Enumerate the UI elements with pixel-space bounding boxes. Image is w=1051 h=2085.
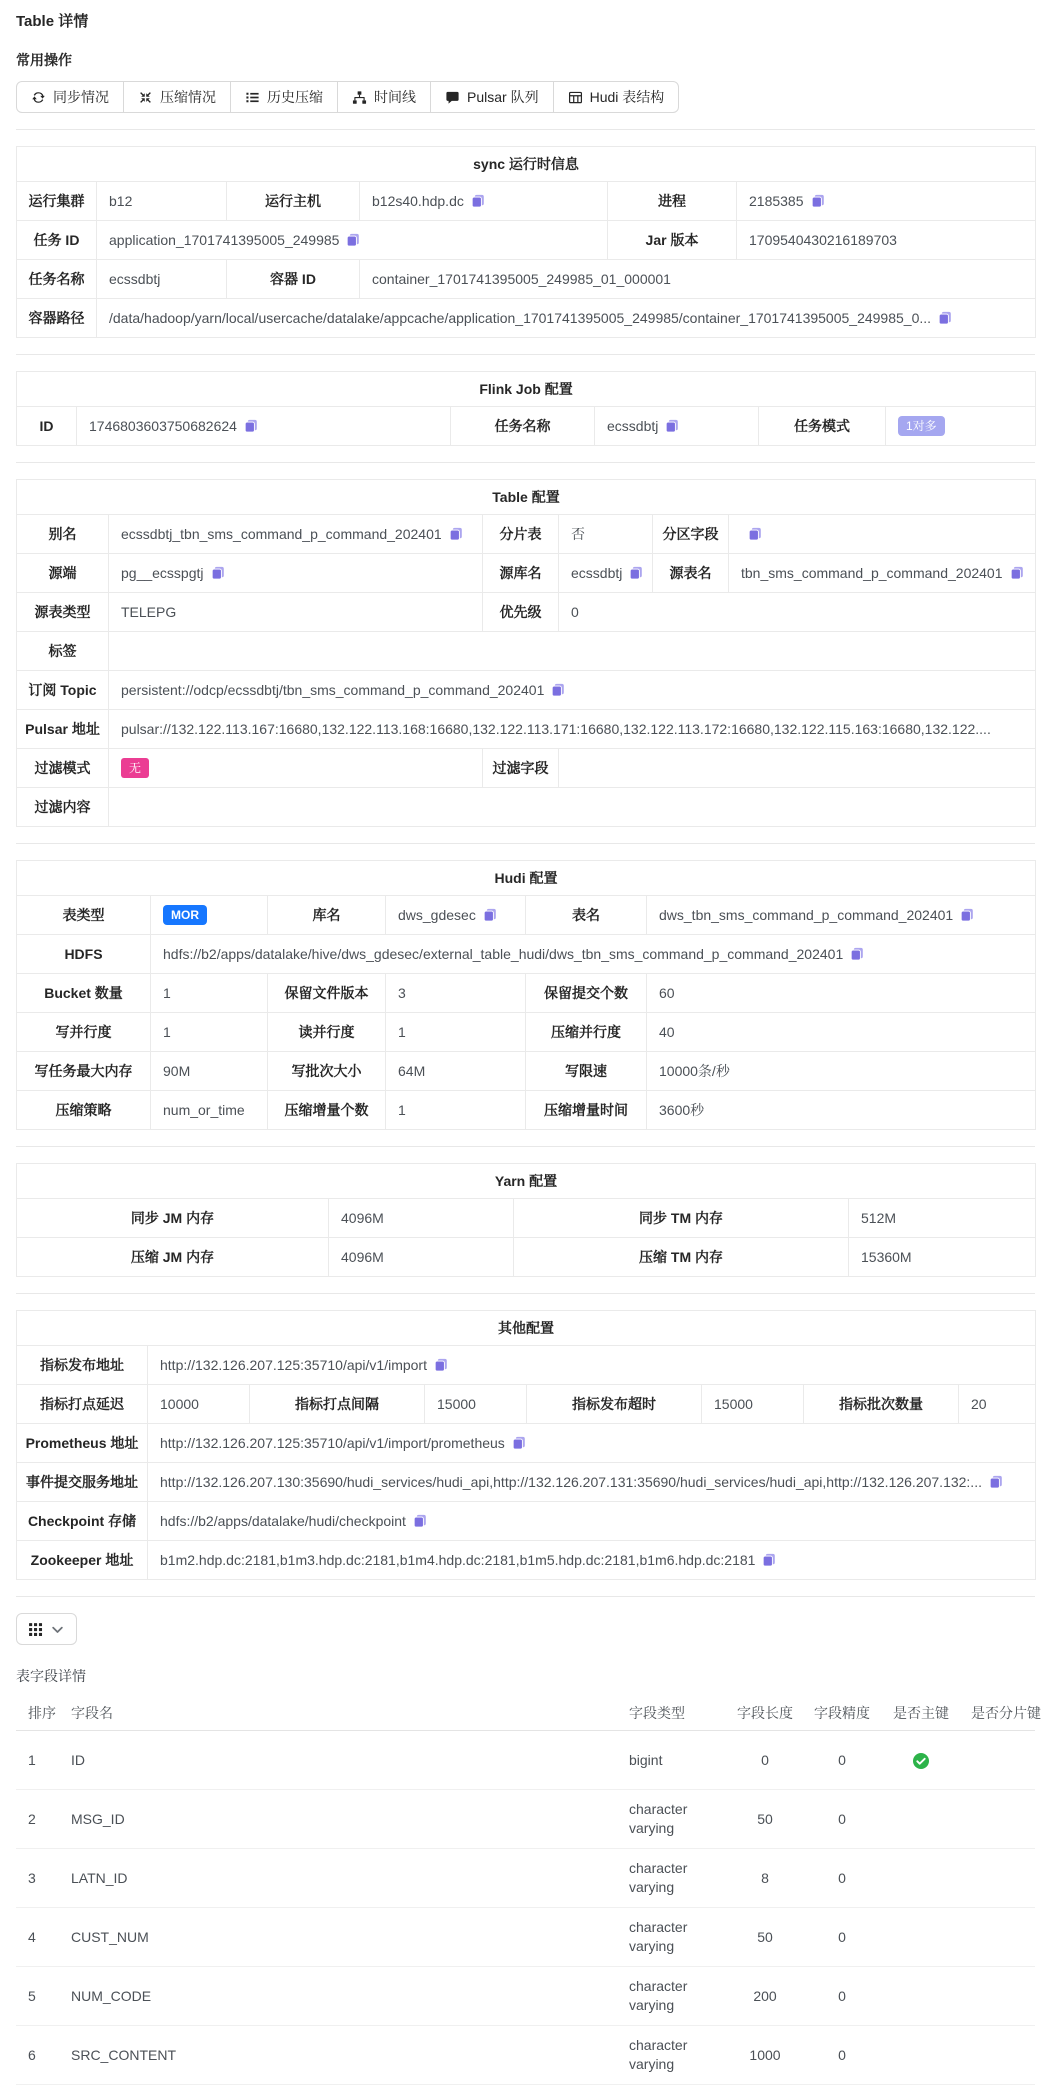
value-cell — [559, 749, 1036, 788]
value-cell: TELEPG — [109, 593, 483, 632]
label-cell: 分片表 — [483, 515, 559, 554]
value-cell: 512M — [849, 1199, 1036, 1238]
copy-icon[interactable] — [551, 683, 565, 697]
config-row — [17, 1052, 1036, 1091]
table-row — [16, 1849, 1035, 1908]
config-row — [17, 710, 1036, 749]
value-cell: 90M — [151, 1052, 268, 1091]
label-cell: 源库名 — [483, 554, 559, 593]
label-cell: 标签 — [17, 632, 109, 671]
value-cell: ecssdbtj — [595, 407, 759, 446]
label-cell: 表类型 — [17, 896, 151, 935]
label-cell: 容器路径 — [17, 299, 97, 338]
sync-runtime-info-table — [16, 146, 1036, 338]
config-row — [17, 788, 1036, 827]
value-cell: 2185385 — [737, 182, 1036, 221]
fields-section-title: 表字段详情 — [16, 1668, 86, 1684]
primary-key-check-icon — [912, 1752, 930, 1770]
value-cell: 1 — [151, 974, 268, 1013]
label-cell: 压缩并行度 — [526, 1013, 647, 1052]
copy-icon[interactable] — [483, 908, 497, 922]
yarn-config-table — [16, 1163, 1036, 1277]
history-compaction-button[interactable] — [230, 81, 338, 113]
field-length: 200 — [727, 1967, 803, 2026]
field-is-primary-key — [881, 1790, 961, 1849]
label-cell: 分区字段 — [653, 515, 729, 554]
timeline-icon — [352, 90, 367, 105]
value-cell — [886, 407, 1036, 446]
comment-icon — [445, 90, 460, 105]
label-cell: 容器 ID — [227, 260, 360, 299]
column-header: 字段类型 — [619, 1696, 727, 1731]
toolbar-button-label: Pulsar 队列 — [467, 89, 539, 105]
value-cell — [109, 632, 1036, 671]
config-sections — [16, 129, 1035, 1597]
config-row — [17, 515, 1036, 554]
copy-icon[interactable] — [748, 527, 762, 541]
field-is-primary-key — [881, 1967, 961, 2026]
label-cell: 源表类型 — [17, 593, 109, 632]
divider — [16, 1146, 1035, 1147]
config-row — [17, 407, 1036, 446]
section-title: Yarn 配置 — [17, 1164, 1036, 1199]
label-cell: 压缩增量个数 — [268, 1091, 386, 1130]
label-cell: Pulsar 地址 — [17, 710, 109, 749]
value-cell — [151, 896, 268, 935]
label-cell: 写并行度 — [17, 1013, 151, 1052]
field-is-primary-key — [881, 2026, 961, 2085]
value-cell: hdfs://b2/apps/datalake/hudi/checkpoint — [148, 1502, 1036, 1541]
label-cell: 优先级 — [483, 593, 559, 632]
field-order: 1 — [16, 1731, 61, 1790]
field-type: character varying — [619, 1908, 727, 1967]
value-cell: 1709540430216189703 — [737, 221, 1036, 260]
value-cell: 1 — [386, 1013, 526, 1052]
value-cell: 1 — [386, 1091, 526, 1130]
value-cell: b12 — [97, 182, 227, 221]
config-row — [17, 671, 1036, 710]
config-row — [17, 1463, 1036, 1502]
indigo-badge: 1对多 — [898, 416, 945, 436]
pink-badge: 无 — [121, 758, 149, 778]
label-cell: HDFS — [17, 935, 151, 974]
label-cell: 别名 — [17, 515, 109, 554]
copy-icon[interactable] — [989, 1475, 1003, 1489]
label-cell: 压缩 TM 内存 — [514, 1238, 849, 1277]
label-cell: 指标发布超时 — [527, 1385, 702, 1424]
config-row — [17, 1013, 1036, 1052]
blue-badge: MOR — [163, 905, 207, 925]
column-header: 字段长度 — [727, 1696, 803, 1731]
config-row — [17, 1541, 1036, 1580]
copy-icon[interactable] — [850, 947, 864, 961]
copy-icon[interactable] — [811, 194, 825, 208]
value-cell: num_or_time — [151, 1091, 268, 1130]
copy-icon[interactable] — [960, 908, 974, 922]
field-is-shard-key — [961, 1790, 1035, 1849]
section-title: Hudi 配置 — [17, 861, 1036, 896]
sync-icon — [31, 90, 46, 105]
toolbar-button-label: 压缩情况 — [160, 89, 216, 105]
toolbar-button-label: Hudi 表结构 — [589, 89, 665, 105]
config-row — [17, 1346, 1036, 1385]
label-cell: 过滤模式 — [17, 749, 109, 788]
copy-icon[interactable] — [211, 566, 225, 580]
field-is-primary-key — [881, 1849, 961, 1908]
value-cell: 否 — [559, 515, 653, 554]
value-cell: application_1701741395005_249985 — [97, 221, 608, 260]
value-cell: ecssdbtj_tbn_sms_command_p_command_202401 — [109, 515, 483, 554]
pulsar-queue-button[interactable] — [430, 81, 554, 113]
value-cell: 0 — [559, 593, 1036, 632]
label-cell: 指标批次数量 — [804, 1385, 959, 1424]
value-cell: 1 — [151, 1013, 268, 1052]
field-is-shard-key — [961, 1731, 1035, 1790]
sync-status-button[interactable] — [16, 81, 124, 113]
hudi-table-schema-button[interactable] — [553, 81, 680, 113]
field-length: 50 — [727, 1908, 803, 1967]
config-row — [17, 935, 1036, 974]
compress-icon — [138, 90, 153, 105]
value-cell: tbn_sms_command_p_command_202401 — [729, 554, 1036, 593]
config-row — [17, 896, 1036, 935]
label-cell: 运行主机 — [227, 182, 360, 221]
config-row — [17, 1385, 1036, 1424]
other-config-table — [16, 1310, 1036, 1580]
label-cell: 写批次大小 — [268, 1052, 386, 1091]
label-cell: 源表名 — [653, 554, 729, 593]
label-cell: 任务模式 — [759, 407, 886, 446]
section-title: 其他配置 — [17, 1311, 1036, 1346]
config-row — [17, 593, 1036, 632]
label-cell: 订阅 Topic — [17, 671, 109, 710]
divider — [16, 129, 1035, 130]
field-order: 3 — [16, 1849, 61, 1908]
label-cell: 指标打点延迟 — [17, 1385, 148, 1424]
field-is-shard-key — [961, 1849, 1035, 1908]
field-name: SRC_CONTENT — [61, 2026, 619, 2085]
timeline-button[interactable] — [337, 81, 431, 113]
value-cell: 3 — [386, 974, 526, 1013]
section-title: Flink Job 配置 — [17, 372, 1036, 407]
label-cell: 运行集群 — [17, 182, 97, 221]
fields-toolbar — [16, 1613, 1035, 1645]
value-cell: http://132.126.207.125:35710/api/v1/import — [148, 1346, 1036, 1385]
list-icon — [245, 90, 260, 105]
field-name: CUST_NUM — [61, 1908, 619, 1967]
column-header: 字段名 — [61, 1696, 619, 1731]
toolbar-button-label: 时间线 — [374, 89, 416, 105]
config-row — [17, 632, 1036, 671]
value-cell: 4096M — [329, 1238, 514, 1277]
field-is-shard-key — [961, 2026, 1035, 2085]
field-precision: 0 — [803, 1731, 881, 1790]
config-row — [17, 299, 1036, 338]
label-cell: 压缩 JM 内存 — [17, 1238, 329, 1277]
value-cell: pg__ecsspgtj — [109, 554, 483, 593]
label-cell: 过滤内容 — [17, 788, 109, 827]
field-name: MSG_ID — [61, 1790, 619, 1849]
copy-icon[interactable] — [449, 527, 463, 541]
field-detail-table — [16, 1696, 1041, 2085]
value-cell: 1746803603750682624 — [77, 407, 451, 446]
label-cell: 压缩策略 — [17, 1091, 151, 1130]
label-cell: 过滤字段 — [483, 749, 559, 788]
value-cell: dws_tbn_sms_command_p_command_202401 — [647, 896, 1036, 935]
value-cell: 40 — [647, 1013, 1036, 1052]
divider — [16, 462, 1035, 463]
field-type: character varying — [619, 1967, 727, 2026]
value-cell: 60 — [647, 974, 1036, 1013]
field-type: bigint — [619, 1731, 727, 1790]
config-row — [17, 974, 1036, 1013]
value-cell — [729, 515, 1036, 554]
page-title: Table 详情 — [16, 13, 89, 30]
value-cell: 15000 — [425, 1385, 527, 1424]
config-row — [17, 1424, 1036, 1463]
label-cell: 源端 — [17, 554, 109, 593]
value-cell: pulsar://132.122.113.167:16680,132.122.113.168:16680,132.122.113.171:16680,132.122.113.172:16680,132.122.115.163:16680,132.122.... — [109, 710, 1036, 749]
config-row — [17, 554, 1036, 593]
copy-icon[interactable] — [762, 1553, 776, 1567]
value-cell: 20 — [959, 1385, 1036, 1424]
field-precision: 0 — [803, 1967, 881, 2026]
copy-icon[interactable] — [665, 419, 679, 433]
value-cell: persistent://odcp/ecssdbtj/tbn_sms_command_p_command_202401 — [109, 671, 1036, 710]
section-title: Table 配置 — [17, 480, 1036, 515]
label-cell: ID — [17, 407, 77, 446]
grid-icon — [28, 1622, 43, 1637]
field-length: 8 — [727, 1849, 803, 1908]
field-length: 0 — [727, 1731, 803, 1790]
copy-icon[interactable] — [434, 1358, 448, 1372]
divider — [16, 1596, 1035, 1597]
label-cell: 保留提交个数 — [526, 974, 647, 1013]
label-cell: 进程 — [608, 182, 737, 221]
label-cell: Bucket 数量 — [17, 974, 151, 1013]
label-cell: 写任务最大内存 — [17, 1052, 151, 1091]
field-is-primary-key — [881, 1731, 961, 1790]
column-header: 是否主键 — [881, 1696, 961, 1731]
value-cell: http://132.126.207.130:35690/hudi_services/hudi_api,http://132.126.207.131:35690/hudi_services/hudi_api,http://132.126.207.132:... — [148, 1463, 1036, 1502]
value-cell: 4096M — [329, 1199, 514, 1238]
field-order: 5 — [16, 1967, 61, 2026]
copy-icon[interactable] — [512, 1436, 526, 1450]
table-icon — [568, 90, 583, 105]
toolbar-button-label: 历史压缩 — [267, 89, 323, 105]
config-row — [17, 1091, 1036, 1130]
label-cell: 压缩增量时间 — [526, 1091, 647, 1130]
field-order: 2 — [16, 1790, 61, 1849]
divider — [16, 843, 1035, 844]
column-header: 字段精度 — [803, 1696, 881, 1731]
config-row — [17, 1502, 1036, 1541]
table-row — [16, 1731, 1035, 1790]
copy-icon[interactable] — [1010, 566, 1024, 580]
table-row — [16, 1908, 1035, 1967]
label-cell: 指标发布地址 — [17, 1346, 148, 1385]
value-cell: 15360M — [849, 1238, 1036, 1277]
field-length: 50 — [727, 1790, 803, 1849]
common-actions-toolbar — [16, 81, 679, 113]
field-length: 1000 — [727, 2026, 803, 2085]
label-cell: Checkpoint 存储 — [17, 1502, 148, 1541]
label-cell: 任务名称 — [17, 260, 97, 299]
config-row — [17, 221, 1036, 260]
column-header: 排序 — [16, 1696, 61, 1731]
column-header: 是否分片键 — [961, 1696, 1035, 1731]
label-cell: 事件提交服务地址 — [17, 1463, 148, 1502]
value-cell: 64M — [386, 1052, 526, 1091]
label-cell: 同步 TM 内存 — [514, 1199, 849, 1238]
value-cell: ecssdbtj — [559, 554, 653, 593]
value-cell: 10000 — [148, 1385, 250, 1424]
label-cell: Zookeeper 地址 — [17, 1541, 148, 1580]
field-is-shard-key — [961, 1908, 1035, 1967]
table-row — [16, 1790, 1035, 1849]
value-cell: b12s40.hdp.dc — [360, 182, 608, 221]
compaction-status-button[interactable] — [123, 81, 231, 113]
field-name: LATN_ID — [61, 1849, 619, 1908]
value-cell: 3600秒 — [647, 1091, 1036, 1130]
config-row — [17, 1199, 1036, 1238]
chevron-down-icon — [50, 1622, 65, 1637]
label-cell: 读并行度 — [268, 1013, 386, 1052]
config-row — [17, 260, 1036, 299]
label-cell: 同步 JM 内存 — [17, 1199, 329, 1238]
field-is-primary-key — [881, 1908, 961, 1967]
field-is-shard-key — [961, 1967, 1035, 2026]
label-cell: 表名 — [526, 896, 647, 935]
copy-icon[interactable] — [244, 419, 258, 433]
field-precision: 0 — [803, 1849, 881, 1908]
config-row — [17, 182, 1036, 221]
table-row — [16, 2026, 1035, 2085]
field-type: character varying — [619, 2026, 727, 2085]
value-cell: 10000条/秒 — [647, 1052, 1036, 1091]
label-cell: 写限速 — [526, 1052, 647, 1091]
value-cell: 15000 — [702, 1385, 804, 1424]
config-row — [17, 1238, 1036, 1277]
field-table-header-row — [16, 1696, 1035, 1731]
field-order: 6 — [16, 2026, 61, 2085]
copy-icon[interactable] — [346, 233, 360, 247]
field-precision: 0 — [803, 2026, 881, 2085]
table-config-table — [16, 479, 1036, 827]
actions-heading: 常用操作 — [16, 52, 72, 68]
value-cell: b1m2.hdp.dc:2181,b1m3.hdp.dc:2181,b1m4.hdp.dc:2181,b1m5.hdp.dc:2181,b1m6.hdp.dc:2181 — [148, 1541, 1036, 1580]
copy-icon[interactable] — [629, 566, 643, 580]
field-type: character varying — [619, 1790, 727, 1849]
field-name: NUM_CODE — [61, 1967, 619, 2026]
value-cell — [109, 788, 1036, 827]
fields-view-dropdown-button[interactable] — [16, 1613, 77, 1645]
hudi-config-table — [16, 860, 1036, 1130]
value-cell: ecssdbtj — [97, 260, 227, 299]
toolbar-button-label: 同步情况 — [53, 89, 109, 105]
table-row — [16, 1967, 1035, 2026]
field-name: ID — [61, 1731, 619, 1790]
copy-icon[interactable] — [938, 311, 952, 325]
label-cell: 任务名称 — [451, 407, 595, 446]
section-title: sync 运行时信息 — [17, 147, 1036, 182]
label-cell: 指标打点间隔 — [250, 1385, 425, 1424]
label-cell: 库名 — [268, 896, 386, 935]
field-type: character varying — [619, 1849, 727, 1908]
value-cell — [109, 749, 483, 788]
flink-job-config-table — [16, 371, 1036, 446]
value-cell: /data/hadoop/yarn/local/usercache/datalake/appcache/application_1701741395005_249985/container_1701741395005_249985_0... — [97, 299, 1036, 338]
field-precision: 0 — [803, 1790, 881, 1849]
value-cell: container_1701741395005_249985_01_000001 — [360, 260, 1036, 299]
field-order: 4 — [16, 1908, 61, 1967]
field-precision: 0 — [803, 1908, 881, 1967]
divider — [16, 1293, 1035, 1294]
value-cell: dws_gdesec — [386, 896, 526, 935]
label-cell: Prometheus 地址 — [17, 1424, 148, 1463]
label-cell: Jar 版本 — [608, 221, 737, 260]
value-cell: hdfs://b2/apps/datalake/hive/dws_gdesec/external_table_hudi/dws_tbn_sms_command_p_command_202401 — [151, 935, 1036, 974]
divider — [16, 354, 1035, 355]
value-cell: http://132.126.207.125:35710/api/v1/import/prometheus — [148, 1424, 1036, 1463]
copy-icon[interactable] — [471, 194, 485, 208]
copy-icon[interactable] — [413, 1514, 427, 1528]
label-cell: 任务 ID — [17, 221, 97, 260]
config-row — [17, 749, 1036, 788]
label-cell: 保留文件版本 — [268, 974, 386, 1013]
